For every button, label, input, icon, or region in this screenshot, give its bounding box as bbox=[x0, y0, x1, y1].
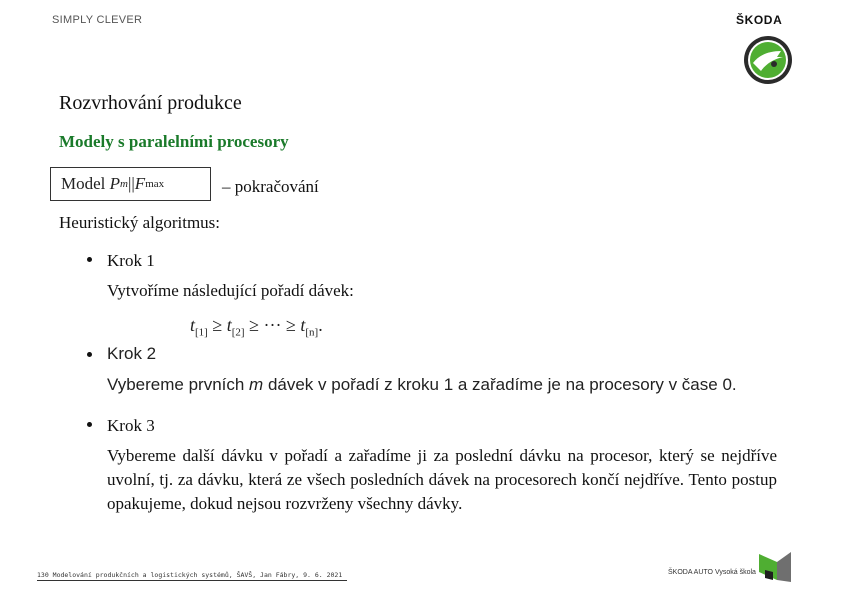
model-sub-m: m bbox=[120, 178, 128, 190]
bullet-step-2 bbox=[87, 352, 92, 357]
slide-subtitle: Modely s paralelními procesory bbox=[59, 132, 289, 151]
step-2-text-post: dávek v pořadí z kroku 1 a zařadíme je na procesory v čase 0. bbox=[263, 375, 737, 394]
formula-end: . bbox=[318, 315, 323, 335]
formula-geq-1: ≥ bbox=[212, 315, 223, 335]
heuristic-label: Heuristický algoritmus: bbox=[59, 213, 221, 232]
step-3-text: Vybereme další dávku v pořadí a zařadíme ji za poslední dávku na procesor, který se nejdříve uvolní, tj. za dávku, která ze všech posledních dávek na procesorech končí nejdříve. Tento postup opakujeme, dokud nejsou rozvrženy všechny dávky. bbox=[107, 446, 777, 513]
formula-tn: t bbox=[300, 315, 306, 335]
formula-sub-1: [1] bbox=[195, 326, 208, 339]
footer-brand: ŠKODA AUTO Vysoká škola bbox=[668, 569, 756, 576]
step-1-text: Vytvoříme následující pořadí dávek: bbox=[107, 281, 354, 300]
model-symbol-f: F bbox=[134, 174, 146, 193]
model-prefix: Model bbox=[61, 174, 106, 193]
formula-t2: t bbox=[226, 315, 232, 335]
footer-divider bbox=[37, 580, 347, 581]
step-2-heading: Krok 2 bbox=[107, 344, 157, 363]
footer-text: 130 Modelování produkčních a logistických systémů, ŠAVŠ, Jan Fábry, 9. 6. 2021 bbox=[37, 571, 343, 579]
formula-geq-3: ≥ bbox=[285, 315, 296, 335]
formula-dots: ··· bbox=[263, 315, 282, 335]
step-2-text bbox=[107, 375, 737, 395]
step-3-heading: Krok 3 bbox=[107, 416, 155, 435]
step-2-text-pre: Vybereme prvních bbox=[107, 375, 250, 394]
ordering-formula bbox=[190, 315, 323, 339]
model-sub-max: max bbox=[145, 178, 165, 190]
formula-sub-2: [2] bbox=[231, 326, 245, 339]
step-2-text-m: m bbox=[249, 375, 264, 394]
skoda-auto-vs-logo-icon bbox=[757, 550, 793, 584]
step-1-heading: Krok 1 bbox=[107, 251, 155, 270]
formula-sub-n: [n] bbox=[305, 326, 319, 339]
slide-title: Rozvrhování produkce bbox=[59, 92, 242, 114]
brand-name: ŠKODA bbox=[736, 13, 783, 27]
model-box bbox=[50, 167, 211, 201]
bullet-step-1 bbox=[87, 257, 92, 262]
continuation-label: – pokračování bbox=[222, 177, 319, 196]
model-symbol-p: P bbox=[109, 174, 121, 193]
formula-t1: t bbox=[190, 315, 196, 335]
bullet-step-3 bbox=[87, 422, 92, 427]
formula-geq-2: ≥ bbox=[249, 315, 259, 335]
tagline: SIMPLY CLEVER bbox=[52, 14, 143, 26]
skoda-logo-icon bbox=[743, 35, 793, 85]
model-bars: || bbox=[127, 174, 135, 193]
